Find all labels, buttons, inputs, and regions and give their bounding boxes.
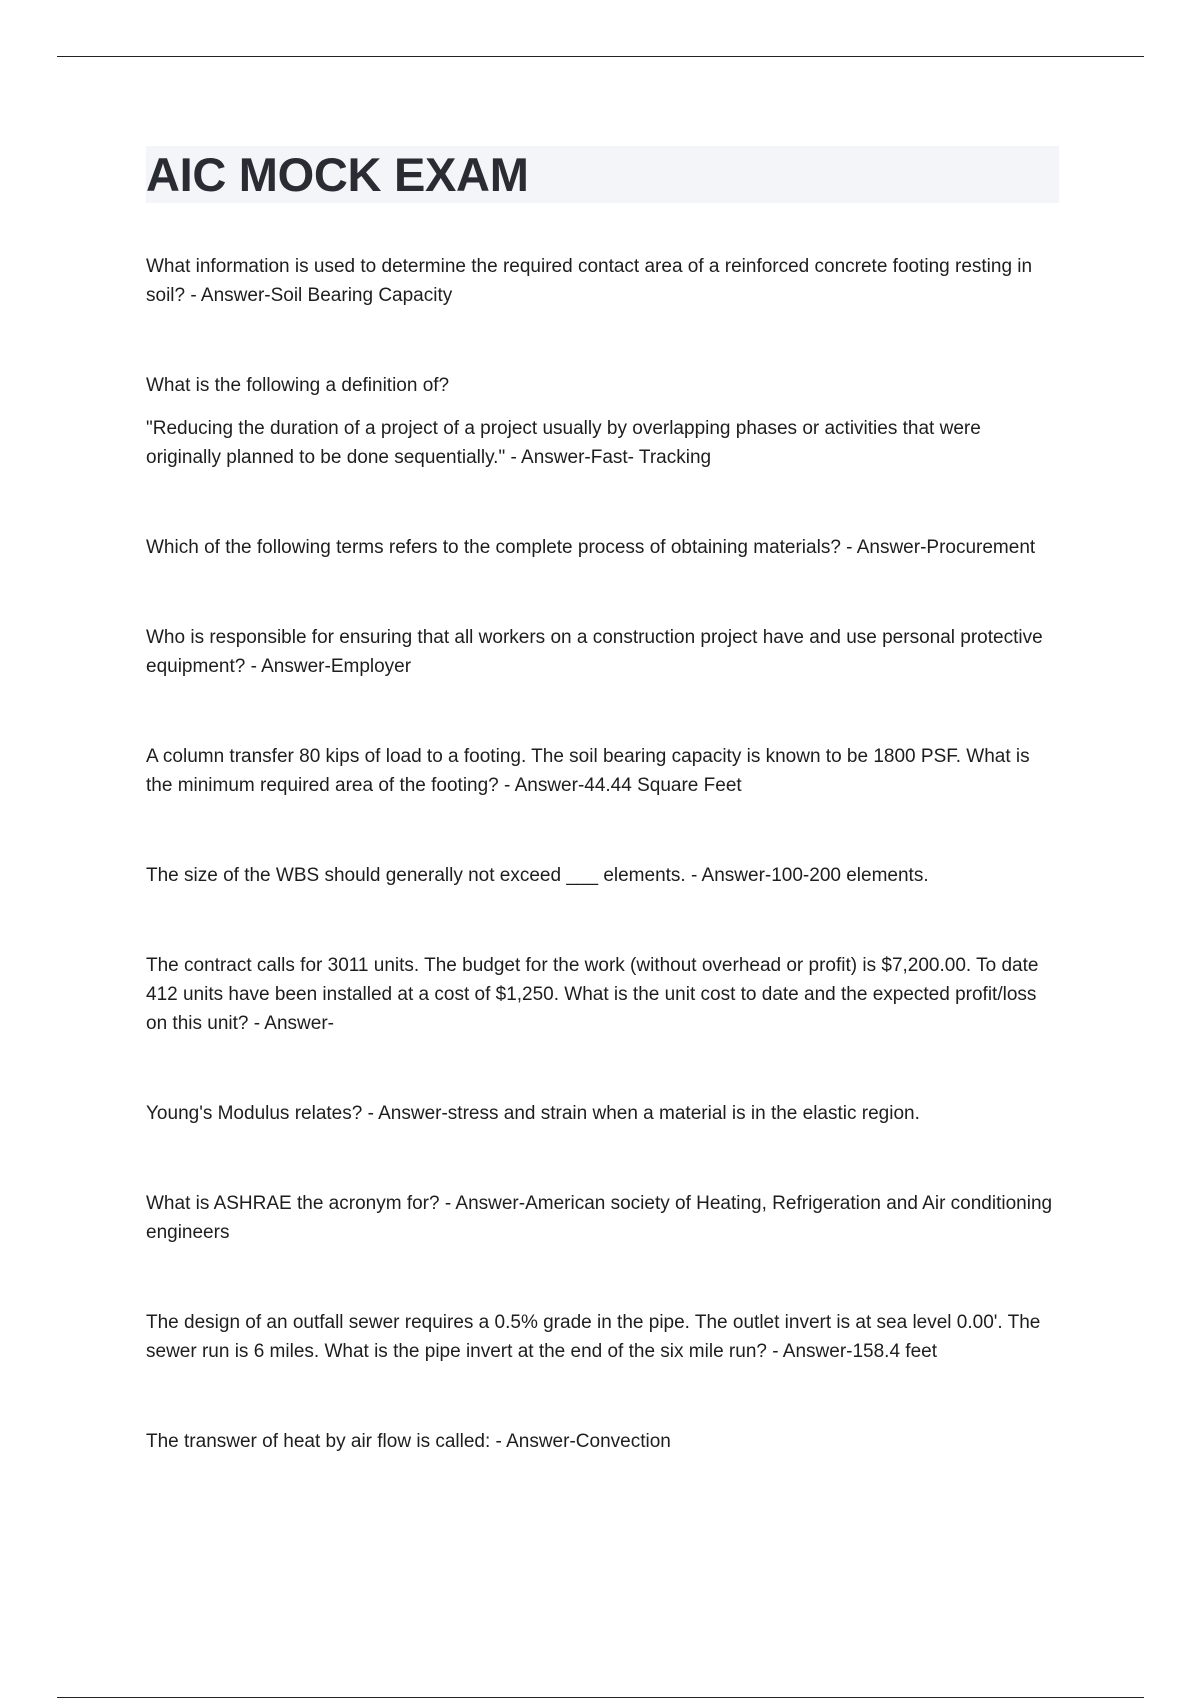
question-text: What is the following a definition of? (146, 375, 450, 396)
question-text: Young's Modulus relates? - Answer-stress and strain when a material is in the elastic region. (146, 1103, 920, 1124)
question-item (146, 742, 1059, 800)
question-item (146, 533, 1059, 562)
question-item (146, 623, 1059, 681)
question-item (146, 861, 1059, 890)
document-title: AIC MOCK EXAM (146, 148, 529, 201)
question-text: "Reducing the duration of a project of a project usually by overlapping phases or activities that were originally planned to be done sequentially." - Answer-Fast- Tracking (146, 418, 981, 468)
footer-rule (57, 1697, 1144, 1698)
question-item (146, 252, 1059, 310)
question-item (146, 951, 1059, 1038)
question-list (146, 252, 1059, 1456)
question-text: Who is responsible for ensuring that all workers on a construction project have and use personal protective equipment? - Answer-Employer (146, 627, 1043, 677)
question-item (146, 371, 1059, 472)
question-text: The transwer of heat by air flow is called: - Answer-Convection (146, 1431, 671, 1452)
question-item (146, 1308, 1059, 1366)
question-item (146, 1427, 1059, 1456)
document-body (146, 146, 1059, 1456)
question-text: What is ASHRAE the acronym for? - Answer-American society of Heating, Refrigeration and Air conditioning engineers (146, 1193, 1053, 1243)
question-text: The contract calls for 3011 units. The budget for the work (without overhead or profit) is $7,200.00. To date 412 units have been installed at a cost of $1,250. What is the unit cost to date and the expected profit/loss on this unit? - Answer- (146, 955, 1039, 1034)
question-text: The design of an outfall sewer requires a 0.5% grade in the pipe. The outlet invert is at sea level 0.00'. The sewer run is 6 miles. What is the pipe invert at the end of the six mile run? - Answer-158.4 feet (146, 1312, 1041, 1362)
header-rule (57, 56, 1144, 57)
question-text: A column transfer 80 kips of load to a footing. The soil bearing capacity is known to be 1800 PSF. What is the minimum required area of the footing? - Answer-44.44 Square Feet (146, 746, 1030, 796)
title-band (146, 146, 1059, 203)
question-item (146, 1099, 1059, 1128)
question-text: What information is used to determine the required contact area of a reinforced concrete footing resting in soil? - Answer-Soil Bearing Capacity (146, 256, 1033, 306)
question-text: Which of the following terms refers to the complete process of obtaining materials? - Answer-Procurement (146, 537, 1036, 558)
question-text: The size of the WBS should generally not exceed ___ elements. - Answer-100-200 elements. (146, 865, 929, 886)
question-item (146, 1189, 1059, 1247)
